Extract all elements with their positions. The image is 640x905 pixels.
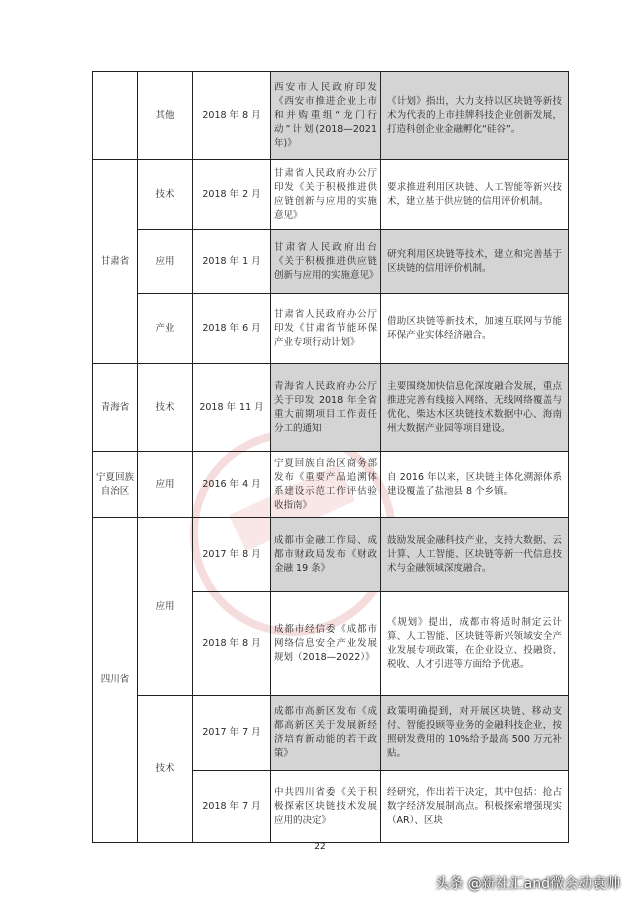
date-cell: 2018 年 7 月 [193,771,271,843]
table-row [93,72,569,160]
date-cell: 2017 年 7 月 [193,696,271,771]
content-cell: 借助区块链等新技术，加速互联网与节能环保产业实体经济融合。 [381,294,569,364]
policy-table [92,71,569,843]
document-cell: 成都市金融工作局、成都市财政局发布《财政金融 19 条》 [271,518,381,592]
date-cell: 2018 年 6 月 [193,294,271,364]
document-cell: 甘肃省人民政府出台《关于积极推进供应链创新与应用的实施意见》 [271,230,381,294]
table-row [93,518,569,592]
table-row [93,230,569,294]
table-row [93,696,569,771]
category-cell: 技术 [138,364,193,452]
table-row [93,294,569,364]
category-cell: 其他 [138,72,193,160]
date-cell: 2017 年 8 月 [193,518,271,592]
document-cell: 西安市人民政府印发《西安市推进企业上市和并购重组“龙门行动”计划(2018—2021 年)》 [271,72,381,160]
category-cell: 产业 [138,294,193,364]
content-cell: 主要围绕加快信息化深度融合发展，重点推进完善有线接入网络、无线网络覆盖与优化、柴达木区块链技术数据中心、海南州大数据产业园等项目建设。 [381,364,569,452]
date-cell: 2018 年 2 月 [193,160,271,230]
table-row [93,452,569,518]
table-row [93,160,569,230]
category-cell: 应用 [138,230,193,294]
footer-credit: 头条 @新社汇and微会动袁帅 [435,876,620,892]
document-cell: 中共四川省委《关于积极探索区块链技术发展应用的决定》 [271,771,381,843]
category-cell: 技术 [138,160,193,230]
content-cell: 《规划》提出，成都市将适时制定云计算、人工智能、区块链等新兴领域安全产业发展专项政策，在企业设立、投融资、税收、人才引进等方面给予优惠。 [381,592,569,696]
date-cell: 2018 年 11 月 [193,364,271,452]
category-cell: 应用 [138,452,193,518]
content-cell: 研究利用区块链等技术，建立和完善基于区块链的信用评价机制。 [381,230,569,294]
content-cell: 《计划》指出，大力支持以区块链等新技术为代表的上市挂牌科技企业创新发展，打造科创企业金融孵化“硅谷”。 [381,72,569,160]
date-cell: 2018 年 1 月 [193,230,271,294]
document-cell: 甘肃省人民政府办公厅印发《关于积极推进供应链创新与应用的实施意见》 [271,160,381,230]
document-cell: 宁夏回族自治区商务部发布《重要产品追溯体系建设示范工作评估验收指南》 [271,452,381,518]
date-cell: 2016 年 4 月 [193,452,271,518]
province-cell: 四川省 [93,518,138,843]
document-cell: 青海省人民政府办公厅关于印发 2018 年全省重大前期项目工作责任分工的通知 [271,364,381,452]
page-number: 22 [314,842,326,852]
date-cell: 2018 年 8 月 [193,72,271,160]
province-cell: 青海省 [93,364,138,452]
content-cell: 自 2016 年以来，区块链主体化溯源体系建设覆盖了盐池县 8 个乡镇。 [381,452,569,518]
document-cell: 成都市高新区发布《成都高新区关于发展新经济培育新动能的若干政策》 [271,696,381,771]
date-cell: 2018 年 8 月 [193,592,271,696]
document-cell: 成都市经信委《成都市网络信息安全产业发展规划（2018—2022）》 [271,592,381,696]
document-cell: 甘肃省人民政府办公厅印发《甘肃省节能环保产业专项行动计划》 [271,294,381,364]
province-cell: 宁夏回族自治区 [93,452,138,518]
category-cell: 应用 [138,518,193,696]
province-cell [93,72,138,160]
province-cell: 甘肃省 [93,160,138,364]
category-cell: 技术 [138,696,193,843]
content-cell: 经研究，作出若干决定，其中包括：抢占数字经济发展制高点。积极探索增强现实（AR）、区块 [381,771,569,843]
content-cell: 鼓励发展金融科技产业，支持大数据、云计算、人工智能、区块链等新一代信息技术与金融领域深度融合。 [381,518,569,592]
table-row [93,364,569,452]
content-cell: 要求推进利用区块链、人工智能等新兴技术，建立基于供应链的信用评价机制。 [381,160,569,230]
content-cell: 政策明确提到，对开展区块链、移动支付、智能投顾等业务的金融科技企业，按照研发费用的 10%给予最高 500 万元补贴。 [381,696,569,771]
